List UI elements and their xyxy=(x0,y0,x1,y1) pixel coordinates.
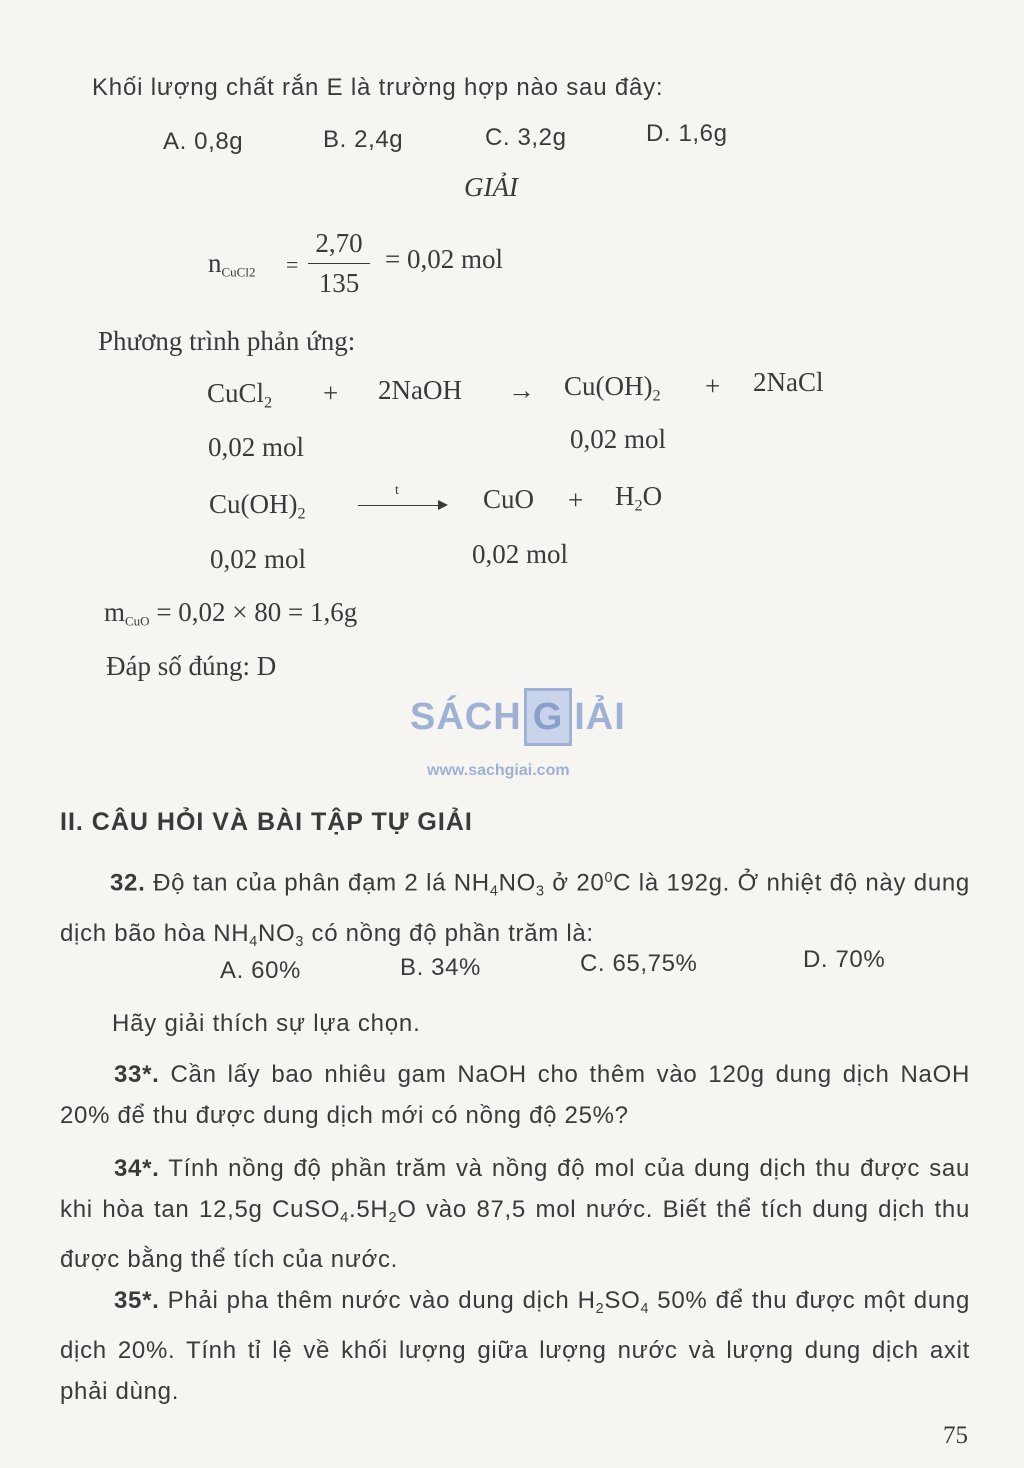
r1-product1: $Cu(OH)_2$ xyxy=(564,371,661,405)
solution-heading: GIẢI xyxy=(464,172,518,202)
answer-line: Đáp số đúng: D xyxy=(106,651,277,681)
r2-heat-condition: t xyxy=(395,483,399,498)
r2-arrow-head-icon xyxy=(438,500,448,510)
intro-option-d: D. 1,6g xyxy=(646,120,728,147)
intro-option-b: B. 2,4g xyxy=(323,126,404,153)
section-heading: II. CÂU HỎI VÀ BÀI TẬP TỰ GIẢI xyxy=(60,808,473,836)
question-32: 32. Độ tan của phân đạm 2 lá $NH_4NO_3$ ở $20^0C$ là 192g. Ở nhiệt độ này dung dịch bão hòa $NH_4NO_3$ có nồng độ phần trăm là: xyxy=(60,869,970,950)
r1-plus2: + xyxy=(705,371,721,401)
r2-product2: $H_2O$ xyxy=(615,481,663,515)
r1-arrow: → xyxy=(508,375,535,405)
r1-reactant2: 2NaOH xyxy=(378,375,462,405)
r2-product1: CuO xyxy=(483,484,535,514)
q32-explain: Hãy giải thích sự lựa chọn. xyxy=(112,1010,421,1037)
q32-option-c: C. 65,75% xyxy=(580,950,698,977)
r2-arrow-line xyxy=(358,505,438,506)
r1-mol-left: 0,02 mol xyxy=(208,432,305,462)
moles-result: = 0,02 mol xyxy=(385,244,503,274)
r1-product2: 2NaCl xyxy=(753,367,824,397)
r1-reactant1: CuCl$_2$ xyxy=(207,378,273,412)
watermark-logo: SÁCH G IẢI xyxy=(410,688,626,746)
question-35: 35*. Phải pha thêm nước vào dung dịch $H_2SO_4$ 50% để thu được một dung dịch 20%. Tính tỉ lệ về khối lượng giữa lượng nước và lượng dung dịch axit phải dùng. xyxy=(60,1287,970,1406)
fraction-bar xyxy=(308,263,370,264)
r2-reactant: $Cu(OH)_2$ xyxy=(209,489,306,523)
r2-mol-right: 0,02 mol xyxy=(472,539,569,569)
mass-calculation: $m_{CuO} = 0,02 \times 80 = 1,6g$ xyxy=(104,597,358,629)
r1-mol-right: 0,02 mol xyxy=(570,424,667,454)
intro-option-a: A. 0,8g xyxy=(163,128,244,155)
watermark-url: www.sachgiai.com xyxy=(427,762,570,779)
moles-fraction xyxy=(308,228,370,299)
fraction-denominator: 135 xyxy=(318,268,360,298)
q32-option-b: B. 34% xyxy=(400,954,481,981)
r2-plus: + xyxy=(568,485,584,515)
question-33: 33*. Cần lấy bao nhiêu gam NaOH cho thêm vào 120g dung dịch NaOH 20% để thu được dung dịch mới có nồng độ 25%? xyxy=(60,1061,970,1129)
question-34: 34*. Tính nồng độ phần trăm và nồng độ mol của dung dịch thu được sau khi hòa tan 12,5g $CuSO_4.5H_2O$ vào 87,5 mol nước. Biết thể tích dung dịch thu được bằng thể tích của nước. xyxy=(60,1155,971,1274)
q32-option-a: A. 60% xyxy=(220,957,301,984)
r2-mol-left: 0,02 mol xyxy=(210,544,307,574)
intro-option-c: C. 3,2g xyxy=(485,124,567,151)
r1-plus1: + xyxy=(323,378,339,408)
fraction-numerator: 2,70 xyxy=(315,228,363,258)
page-number: 75 xyxy=(943,1422,968,1449)
q32-option-d: D. 70% xyxy=(803,946,886,973)
moles-equals: = xyxy=(286,252,299,277)
reaction-intro: Phương trình phản ứng: xyxy=(98,326,356,356)
moles-label: $n_{CuCl2}$ xyxy=(208,248,256,280)
intro-question: Khối lượng chất rắn E là trường hợp nào sau đây: xyxy=(92,74,664,101)
